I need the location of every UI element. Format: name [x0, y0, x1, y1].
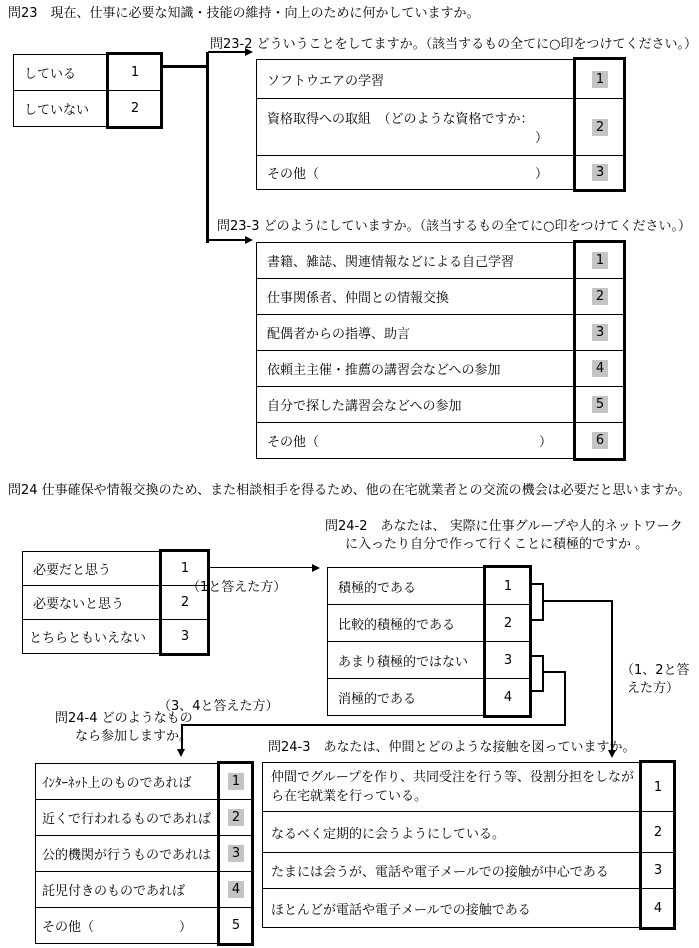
table-row	[36, 799, 253, 835]
answer-code-field[interactable]: 2	[574, 279, 625, 314]
table-row	[257, 350, 625, 386]
q23-3-title: 問23-3 どのようにしていますか。（該当するもの全てに○印をつけてください。）	[217, 219, 691, 234]
table-row	[328, 678, 531, 715]
connector-bracket-12	[542, 583, 544, 621]
connector-q23-3-shaft	[208, 239, 246, 241]
answer-code-field[interactable]: 5	[574, 387, 625, 422]
branch-label-answered-1: （1と答えた方）	[187, 580, 287, 595]
connector-q23-vertical-line	[206, 52, 209, 243]
q24-2-title-line2: に入ったり自分で作って行くことに積極的ですか 。	[345, 537, 649, 552]
answer-code-field[interactable]: 3	[574, 315, 625, 350]
table-row	[263, 888, 675, 927]
q23-3-table	[256, 242, 626, 459]
connector-bracket-34-across	[543, 671, 566, 673]
answer-code: 1	[484, 568, 531, 604]
table-row	[36, 871, 253, 907]
connector-bracket-34-down	[564, 671, 566, 726]
answer-code-field[interactable]: 6	[574, 423, 625, 458]
row-label: ほとんどが電話や電子メールでの接触である	[271, 902, 531, 918]
connector-bracket-34	[542, 655, 544, 692]
option-label: あまり積極的ではない	[338, 654, 469, 670]
connector-bracket-34-left	[181, 724, 566, 726]
q23-options-table	[13, 54, 163, 127]
q24-title: 問24 仕事確保や情報交換のため、また相談相手を得るため、他の在宅就業者との交流の機会は必要だと思いますか。	[8, 483, 691, 498]
closing-paren: ）	[534, 167, 548, 182]
table-row	[328, 568, 531, 604]
table-row	[263, 811, 675, 852]
connector-bracket-12-down	[611, 600, 613, 752]
answer-code: 3	[484, 642, 531, 678]
answer-code: 2	[160, 586, 209, 619]
option-label: 積極的である	[338, 580, 417, 596]
answer-code-field[interactable]: 1	[574, 243, 625, 278]
answer-code: 3	[640, 853, 675, 888]
q24-4-title-line1: 問24-4 どのようなもの	[55, 711, 193, 726]
row-label: 依頼主主催・推薦の講習会などへの参加	[267, 363, 501, 378]
option-label: している	[24, 67, 77, 82]
row-label: 自分で探した講習会などへの参加	[267, 399, 462, 414]
table-row	[257, 386, 625, 422]
answer-code-field[interactable]: 2	[218, 800, 253, 835]
answer-code-field[interactable]: 3	[218, 836, 253, 871]
option-label: 比較的積極的である	[338, 617, 456, 633]
row-label: その他（ ）	[257, 156, 574, 189]
q24-3-table	[262, 762, 676, 928]
q23-title: 問23 現在、仕事に必要な知識・技能の維持・向上のために何かしていますか。	[8, 6, 480, 21]
table-row	[257, 422, 625, 458]
option-label: 消極的である	[338, 691, 417, 707]
answer-code-field[interactable]: 2	[574, 99, 625, 155]
table-row	[328, 641, 531, 678]
arrowhead-to-q24-2-icon	[312, 564, 320, 572]
answer-code: 1	[640, 763, 675, 811]
answer-code: 1	[107, 55, 162, 90]
answer-code: 2	[484, 605, 531, 641]
table-row	[23, 585, 209, 619]
table-row	[36, 835, 253, 871]
row-label: なるべく定期的に会うようにしている。	[271, 826, 506, 842]
option-label: とちらともいえない	[29, 631, 147, 646]
option-label: 必要ないと思う	[33, 597, 125, 612]
arrowhead-to-q23-3-icon	[245, 236, 253, 244]
table-row	[263, 852, 675, 888]
row-label: ソフトウエアの学習	[267, 73, 385, 89]
table-row	[257, 314, 625, 350]
answer-code-field[interactable]: 4	[218, 872, 253, 907]
table-row	[36, 764, 253, 799]
row-label: 近くで行われるものであれば	[42, 812, 212, 827]
q24-options-table	[22, 551, 210, 654]
connector-q24-shaft	[210, 567, 314, 568]
option-label: していない	[24, 103, 90, 118]
branch-label-answered-1-2: （1、2と答 えた方）	[621, 663, 690, 696]
table-row	[257, 60, 625, 98]
table-row	[328, 604, 531, 641]
q24-4-title-line2: なら参加しますか。	[75, 729, 193, 744]
table-row	[23, 552, 209, 585]
connector-q23-feed-line	[163, 65, 208, 68]
row-label: その他（ ）	[36, 908, 218, 943]
row-label: 配偶者からの指導、助言	[267, 327, 411, 342]
row-label: 仕事関係者、仲間との情報交換	[267, 291, 450, 306]
answer-code: 2	[107, 91, 162, 126]
closing-paren: ）	[534, 131, 548, 146]
answer-code: 2	[640, 812, 675, 852]
branch-label-answered-3-4: （3、4と答えた方）	[158, 699, 279, 714]
row-label: ｲﾝﾀｰﾈｯﾄ上のものであれば	[42, 776, 192, 791]
option-label: 必要だと思う	[33, 563, 112, 578]
table-row	[263, 763, 675, 811]
connector-bracket-12-across	[543, 600, 613, 602]
row-label: 託児付きのものであれば	[42, 884, 186, 899]
q23-2-table	[256, 59, 626, 190]
q24-2-table	[327, 567, 532, 716]
row-label: 公的機関が行うものであれは	[42, 848, 212, 863]
q23-2-title: 問23-2 どういうことをしてますか。（該当するもの全てに○印をつけてください。）	[210, 37, 697, 52]
answer-code-field[interactable]: 3	[574, 156, 625, 189]
answer-code: 5	[218, 908, 253, 943]
table-row	[14, 90, 162, 126]
answer-code: 1	[160, 552, 209, 585]
row-label: たまには会うが、電話や電子メールでの接触が中心である	[271, 865, 609, 880]
answer-code-field[interactable]: 1	[574, 60, 625, 98]
q24-3-title: 問24-3 あなたは、仲間とどのような接触を図っていますか。	[268, 740, 636, 755]
table-row	[36, 907, 253, 943]
answer-code-field[interactable]: 1	[218, 764, 253, 799]
q24-4-table	[35, 763, 254, 944]
answer-code: 4	[640, 889, 675, 927]
row-label: その他（ ）	[257, 423, 574, 458]
table-row	[23, 619, 209, 653]
closing-paren: ）	[178, 920, 192, 935]
closing-paren: ）	[538, 435, 552, 450]
row-label: 資格取得への取組 （どのような資格ですか： ）	[257, 99, 574, 155]
answer-code: 4	[484, 679, 531, 715]
table-row	[257, 278, 625, 314]
table-row	[14, 55, 162, 90]
table-row	[257, 243, 625, 278]
q24-2-title-line1: 問24-2 あなたは、 実際に仕事グループや人的ネットワーク	[325, 519, 683, 534]
arrowhead-to-q24-4-icon	[177, 749, 185, 757]
answer-code-field[interactable]: 4	[574, 351, 625, 386]
table-row	[257, 155, 625, 189]
row-label: 仲間でグループを作り、共同受注を行う等、役割分担をしながら在宅就業を行っている。	[271, 769, 634, 804]
row-label: 書籍、雑誌、関連情報などによる自己学習	[267, 255, 515, 270]
table-row	[257, 98, 625, 155]
answer-code: 3	[160, 620, 209, 653]
